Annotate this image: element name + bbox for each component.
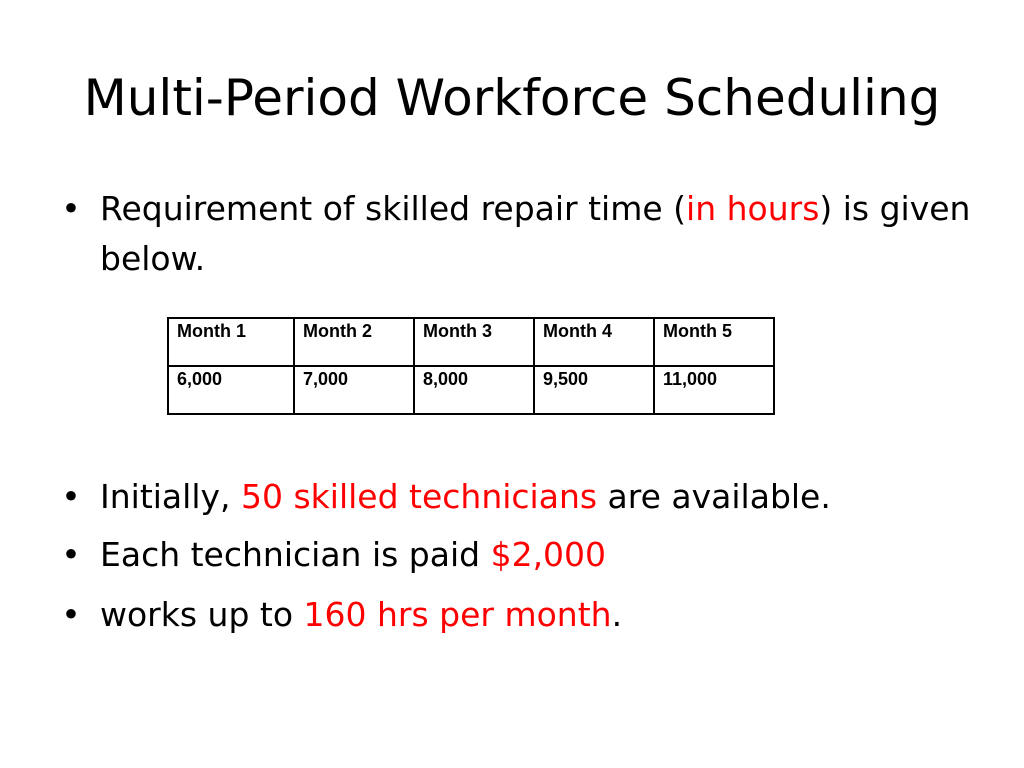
bullet-highlight: 50 skilled technicians: [241, 477, 598, 516]
bullet-text: Initially,: [100, 477, 241, 516]
bullet-text: works up to: [100, 595, 304, 634]
bullet-repair-requirement: [56, 184, 986, 284]
table-header-cell: Month 5: [654, 318, 774, 366]
table-header-cell: Month 1: [168, 318, 294, 366]
table-cell: 9,500: [534, 366, 654, 414]
bullet-text: .: [611, 595, 623, 634]
table-header-cell: Month 2: [294, 318, 414, 366]
bullet-text: are available.: [597, 477, 831, 516]
bullet-technician-pay: [56, 530, 986, 580]
bullet-dot: •: [61, 595, 81, 634]
bullet-dot: •: [61, 189, 81, 228]
bullet-work-hours: [56, 590, 986, 640]
table-header-row: [168, 318, 774, 366]
bullet-highlight: $2,000: [490, 535, 607, 574]
table-cell: 11,000: [654, 366, 774, 414]
slide-title: Multi-Period Workforce Scheduling: [83, 69, 941, 127]
bullet-text: Requirement of skilled repair time (: [100, 189, 687, 228]
bullet-dot: •: [61, 535, 81, 574]
bullet-highlight: in hours: [686, 189, 820, 228]
bullet-dot: •: [61, 477, 81, 516]
table-header-cell: Month 3: [414, 318, 534, 366]
bullet-initial-technicians: [56, 472, 986, 522]
table-header-cell: Month 4: [534, 318, 654, 366]
bullet-text: Each technician is paid: [100, 535, 491, 574]
table-cell: 6,000: [168, 366, 294, 414]
bullet-highlight: 160 hrs per month: [303, 595, 612, 634]
table-row: [168, 366, 774, 414]
table-cell: 7,000: [294, 366, 414, 414]
repair-hours-table: [167, 317, 775, 415]
table-cell: 8,000: [414, 366, 534, 414]
bullet-text: ) is given below.: [100, 189, 971, 278]
